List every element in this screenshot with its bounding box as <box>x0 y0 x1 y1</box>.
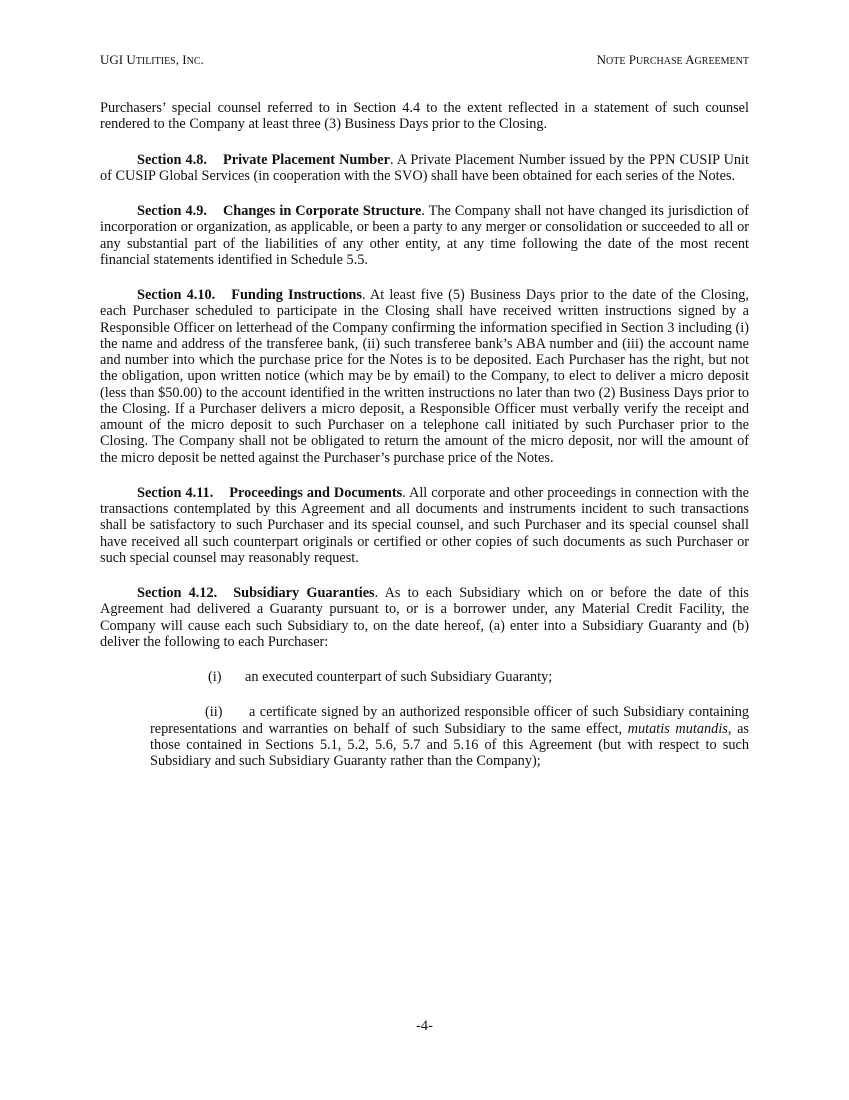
continuation-paragraph: Purchasers’ special counsel referred to in Section 4.4 to the extent reflected in a statement of such counsel rendered to the Company at least three (3) Business Days prior to the Closing. <box>100 100 749 133</box>
list-item-ii-number: (ii) <box>205 704 223 721</box>
page-header <box>100 50 749 72</box>
section-4-12-paragraph <box>100 585 749 650</box>
header-document-title: NOTE PURCHASE AGREEMENT <box>596 52 749 67</box>
section-4-8-number: Section 4.8. <box>137 151 207 168</box>
section-4-9-paragraph <box>100 203 749 268</box>
section-4-10-title: Funding Instructions <box>231 287 362 303</box>
header-company-name: UGI UTILITIES, INC. <box>100 52 204 67</box>
section-4-12-body: . As to each Subsidiary which on or before the date of this Agreement had delivered a Guaranty pursuant to, or is a borrower under, any Material Credit Facility, the Company will cause each such Subsidiary to, on the date hereof, (a) enter into a Subsidiary Guaranty and (b) deliver the following to each Purchaser: <box>100 585 750 650</box>
list-item-i <box>100 669 749 685</box>
section-4-12-title: Subsidiary Guaranties <box>233 585 375 601</box>
list-item-ii <box>150 704 749 769</box>
section-4-12-number: Section 4.12. <box>137 585 218 601</box>
document-body <box>100 100 749 769</box>
section-4-9-title: Changes in Corporate Structure <box>222 203 422 219</box>
section-4-10-body: . At least five (5) Business Days prior to the date of the Closing, each Purchaser scheduled to participate in the Closing shall have received written instructions signed by a Responsible Officer on letterhead of the Company confirming the information specified in Section 3 including (i) the name and address of the transferee bank, (ii) such transferee bank’s ABA number and (iii) the account name and number into which the purchase price for the Notes is to be deposited. Each Purchaser has the right, but not the obligation, upon written notice (which may be by email) to the Company, to elect to deliver a micro deposit (less than $50.00) to the account identified in the written instructions no later than two (2) Business Days prior to the Closing. If a Purchaser delivers a micro deposit, a Responsible Officer must verbally verify the receipt and amount of the micro deposit to such Purchaser on a telephone call initiated by such Purchaser prior to the Closing. The Company shall not be obligated to return the amount of the micro deposit, nor will the amount of the micro deposit be netted against the Purchaser’s purchase price of the Notes. <box>100 287 749 466</box>
section-4-10-paragraph <box>100 287 749 466</box>
section-4-11-number: Section 4.11. <box>137 484 214 501</box>
list-item-i-text: an executed counterpart of such Subsidiary Guaranty; <box>245 669 553 685</box>
section-4-8-body: . A Private Placement Number issued by the PPN CUSIP Unit of CUSIP Global Services (in cooperation with the SVO) shall have been obtained for each series of the Notes. <box>100 151 749 184</box>
section-4-11-title: Proceedings and Documents <box>229 484 403 501</box>
list-item-i-number: (i) <box>208 669 222 685</box>
section-4-11-body: . All corporate and other proceedings in connection with the transactions contemplated by this Agreement and all documents and instruments incident to such transactions shall be satisfactory to such Purchaser and its special counsel, and such Purchaser and its special counsel shall have received all such counterpart originals or certified or other copies of such documents as such Purchaser or such special counsel may reasonably request. <box>100 484 750 566</box>
document-page <box>100 50 749 1060</box>
section-4-10-number: Section 4.10. <box>137 287 216 303</box>
section-4-9-body: . The Company shall not have changed its jurisdiction of incorporation or organization, as applicable, or been a party to any merger or consolidation or succeeded to all or any substantial part of the liabilities of any other entity, at any time following the date of the most recent financial statements identified in Schedule 5.5. <box>100 203 749 268</box>
list-item-ii-latin-phrase: mutatis mutandis <box>627 720 728 737</box>
section-4-11-paragraph <box>100 485 749 566</box>
section-4-8-paragraph <box>100 152 749 185</box>
section-4-8-title: Private Placement Number <box>223 151 390 168</box>
page-number: -4- <box>416 1018 433 1034</box>
list-item-ii-text-a: a certificate signed by an authorized responsible officer of such Subsidiary containing representations and warranties on behalf of such Subsidiary to the same effect, <box>150 704 749 737</box>
section-4-9-number: Section 4.9. <box>137 203 207 219</box>
list-item-ii-text-b: , as those contained in Sections 5.1, 5.2, 5.6, 5.7 and 5.16 of this Agreement (but with respect to such Subsidiary and such Subsidiary Guaranty rather than the Company); <box>150 720 749 769</box>
